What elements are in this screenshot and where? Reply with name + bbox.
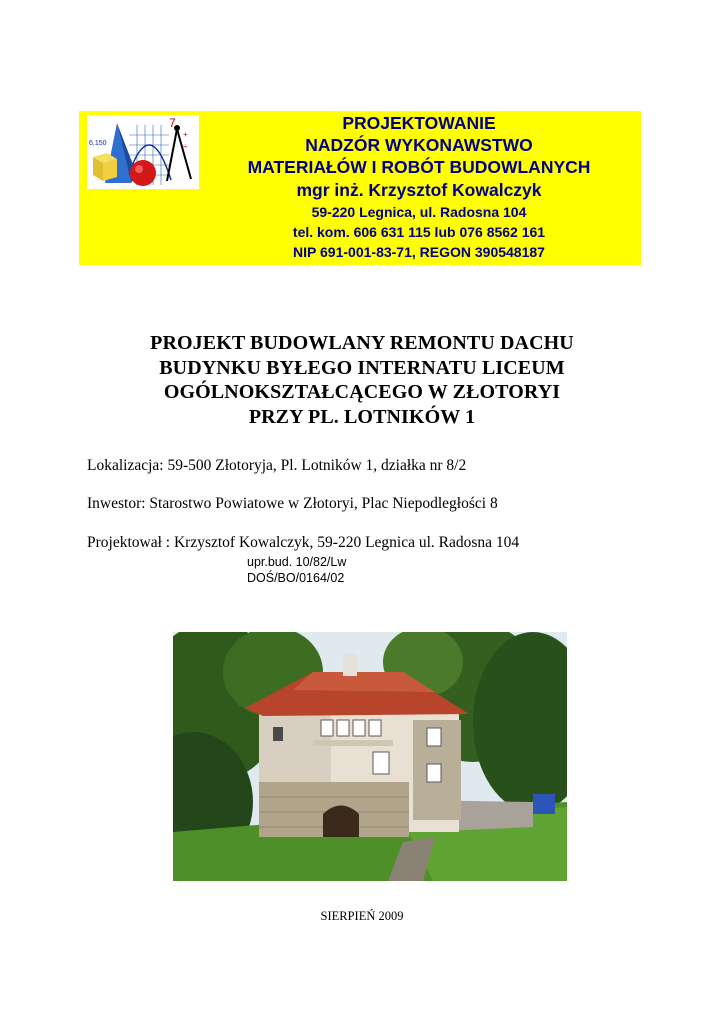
building-photo [173, 632, 567, 881]
designer-text: Projektował : Krzysztof Kowalczyk, 59-220 Legnica ul. Radosna 104 [87, 534, 520, 551]
company-header-banner [79, 111, 641, 265]
license-number-2: DOŚ/BO/0164/02 [247, 571, 345, 585]
geometry-logo-icon [87, 115, 199, 189]
title-line-2: BUDYNKU BYŁEGO INTERNATU LICEUM [159, 356, 565, 379]
header-line-name: mgr inż. Krzysztof Kowalczyk [296, 180, 542, 200]
document-date: SIERPIEŃ 2009 [320, 909, 404, 923]
header-line-projektowanie: PROJEKTOWANIE [342, 113, 496, 133]
header-line-phone: tel. kom. 606 631 115 lub 076 8562 161 [292, 224, 546, 240]
header-line-address: 59-220 Legnica, ul. Radosna 104 [311, 204, 527, 220]
logo-label-number: 6,150 [89, 140, 107, 147]
header-line-materialow: MATERIAŁÓW I ROBÓT BUDOWLANYCH [247, 157, 591, 177]
header-line-nadzor: NADZÓR WYKONAWSTWO [305, 135, 533, 155]
title-line-4: PRZY PL. LOTNIKÓW 1 [248, 405, 476, 428]
company-info [209, 113, 629, 262]
svg-text:÷: ÷ [183, 142, 188, 151]
title-line-1: PROJEKT BUDOWLANY REMONTU DACHU [150, 332, 574, 354]
investor-text: Inwestor: Starostwo Powiatowe w Złotoryi, Plac Niepodległości 8 [87, 495, 498, 512]
title-line-3: OGÓLNOKSZTAŁCĄCEGO W ZŁOTORYI [163, 381, 561, 403]
license-number-1: upr.bud. 10/82/Lw [247, 555, 347, 569]
logo-label-seven: 7 [169, 116, 176, 130]
location-text: Lokalizacja: 59-500 Złotoryja, Pl. Lotników 1, działka nr 8/2 [87, 457, 467, 474]
svg-text:+: + [183, 130, 188, 139]
header-line-nip: NIP 691-001-83-71, REGON 390548187 [293, 244, 545, 260]
project-title [60, 331, 664, 429]
